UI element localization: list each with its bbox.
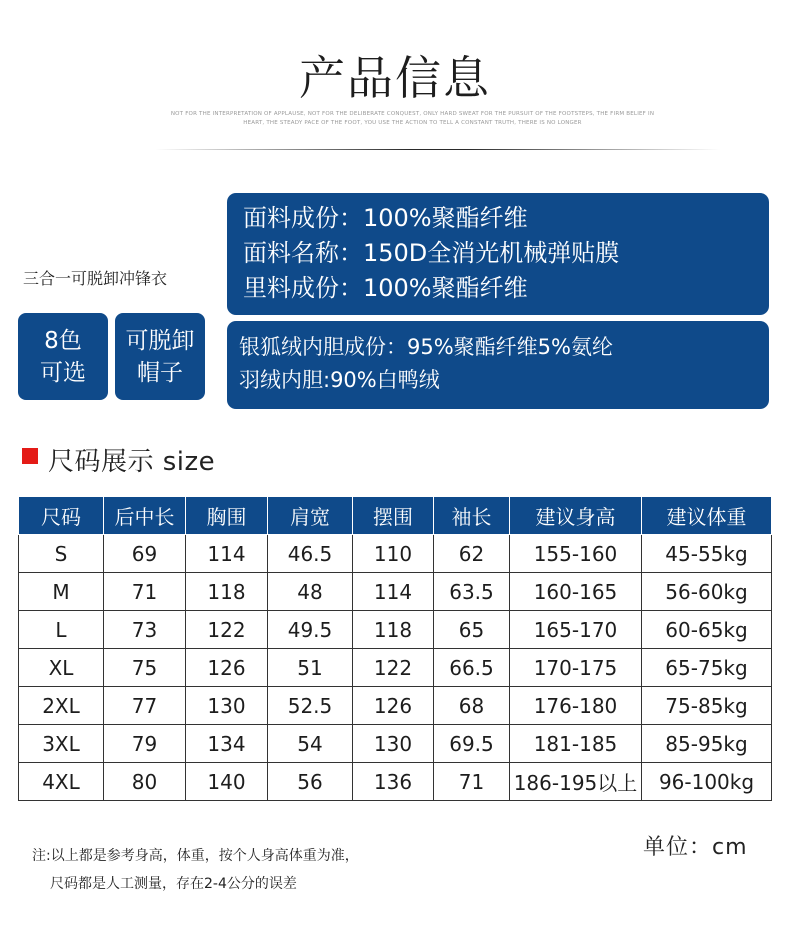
spec-line: 面料名称：150D全消光机械弹贴膜 [243,239,620,267]
header-cell: 胸围 [186,497,268,535]
table-cell: 75-85kg [642,687,772,725]
table-cell: 48 [268,573,353,611]
table-cell: 122 [186,611,268,649]
size-table [18,496,772,801]
header-cell: 后中长 [104,497,186,535]
table-cell: 56 [268,763,353,801]
tag-line-2: 帽子 [137,359,183,386]
section-marker-icon [22,448,38,464]
header-cell: 建议身高 [510,497,642,535]
subtitle-line-2: HEART, THE STEADY PACE OF THE FOOT, YOU USE THE ACTION TO TELL A CONSTANT TRUTH, THERE IS NO LONGER [243,120,582,126]
subtitle-line-1: NOT FOR THE INTERPRETATION OF APPLAUSE, NOT FOR THE DELIBERATE CONQUEST, ONLY HARD SWEAT FOR THE PURSUIT OF THE FOOTSTEPS, THE FIRM BELIEF IN [170,111,655,117]
table-cell: 155-160 [510,535,642,573]
table-cell: 49.5 [268,611,353,649]
table-cell: 54 [268,725,353,763]
tag-line-1: 8色 [44,327,82,354]
table-cell: 60-65kg [642,611,772,649]
table-row [19,763,772,801]
table-cell: 126 [353,687,434,725]
table-cell: 165-170 [510,611,642,649]
measurement-note-line-2: 尺码都是人工测量，存在2-4公分的误差 [50,876,297,892]
table-cell: 63.5 [434,573,510,611]
table-cell: 56-60kg [642,573,772,611]
table-cell: 110 [353,535,434,573]
header-cell: 建议体重 [642,497,772,535]
table-row [19,535,772,573]
table-cell: 3XL [19,725,104,763]
table-cell: 134 [186,725,268,763]
table-cell: 69 [104,535,186,573]
table-cell: 51 [268,649,353,687]
table-cell: 79 [104,725,186,763]
table-cell: M [19,573,104,611]
table-cell: 45-55kg [642,535,772,573]
table-cell: 73 [104,611,186,649]
page-subtitle [140,110,685,128]
fabric-spec-panel [227,193,769,315]
page-title: 产品信息 [299,51,491,105]
header-cell: 肩宽 [268,497,353,535]
table-row [19,649,772,687]
table-cell: S [19,535,104,573]
product-name: 三合一可脱卸冲锋衣 [23,269,168,288]
table-cell: 181-185 [510,725,642,763]
spec-line: 面料成份：100%聚酯纤维 [243,204,528,232]
table-cell: 4XL [19,763,104,801]
table-cell: 186-195以上 [510,763,642,801]
feature-tag-detachable-hood [115,313,205,400]
table-cell: L [19,611,104,649]
table-cell: 46.5 [268,535,353,573]
table-cell: 85-95kg [642,725,772,763]
table-cell: 65 [434,611,510,649]
size-section-title: 尺码展示 size [48,447,216,477]
table-row [19,725,772,763]
table-cell: 62 [434,535,510,573]
table-cell: 65-75kg [642,649,772,687]
table-cell: 130 [353,725,434,763]
table-cell: 126 [186,649,268,687]
header-cell: 尺码 [19,497,104,535]
table-row [19,573,772,611]
table-cell: 52.5 [268,687,353,725]
table-cell: 136 [353,763,434,801]
table-cell: 66.5 [434,649,510,687]
header-cell: 摆围 [353,497,434,535]
table-cell: 140 [186,763,268,801]
spec-line: 银狐绒内胆成份：95%聚酯纤维5%氨纶 [239,335,613,359]
table-cell: 114 [353,573,434,611]
spec-line: 里料成份：100%聚酯纤维 [243,274,528,302]
table-cell: 96-100kg [642,763,772,801]
feature-tag-colors [18,313,108,400]
table-cell: 68 [434,687,510,725]
title-divider [155,149,720,150]
spec-line: 羽绒内胆:90%白鸭绒 [239,368,440,392]
measurement-note-line-1: 注:以上都是参考身高，体重，按个人身高体重为准， [32,848,359,864]
table-cell: 71 [104,573,186,611]
table-cell: 118 [353,611,434,649]
table-cell: 80 [104,763,186,801]
table-row [19,611,772,649]
table-row [19,687,772,725]
table-cell: 122 [353,649,434,687]
table-cell: 77 [104,687,186,725]
table-cell: 130 [186,687,268,725]
table-header-row [19,497,772,535]
table-cell: 69.5 [434,725,510,763]
table-cell: 118 [186,573,268,611]
table-cell: 176-180 [510,687,642,725]
unit-label: 单位：cm [643,835,748,860]
table-cell: 71 [434,763,510,801]
table-cell: 160-165 [510,573,642,611]
header-cell: 袖长 [434,497,510,535]
table-cell: 75 [104,649,186,687]
table-cell: 114 [186,535,268,573]
table-cell: 2XL [19,687,104,725]
tag-line-1: 可脱卸 [125,327,195,354]
lining-spec-panel [227,321,769,409]
tag-line-2: 可选 [40,359,86,386]
table-cell: 170-175 [510,649,642,687]
table-cell: XL [19,649,104,687]
